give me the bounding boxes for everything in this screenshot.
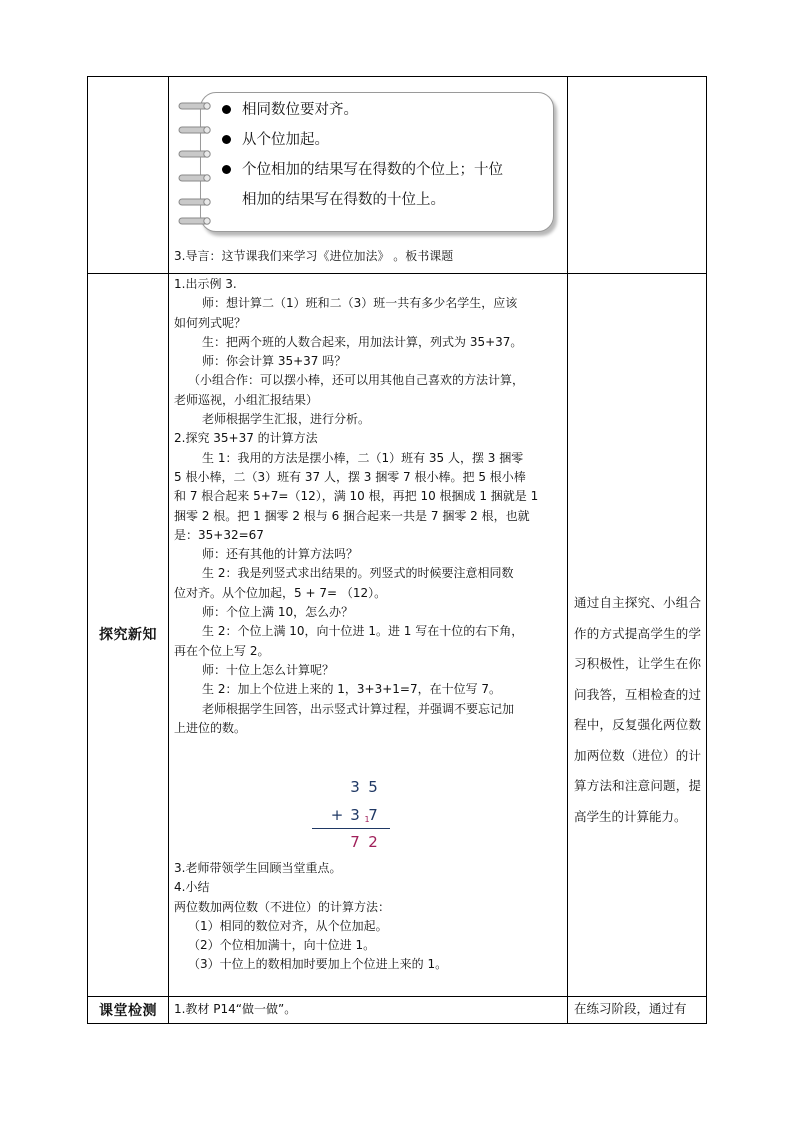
section-label-check: 课堂检测 xyxy=(99,1002,157,1019)
notebook-ring-icon xyxy=(178,149,212,159)
notebook-ring-icon xyxy=(178,216,212,226)
vertical-addition xyxy=(300,775,400,860)
calc-digit: 3 xyxy=(350,778,360,796)
notebook-ring-icon xyxy=(178,197,212,207)
result-digit: 2 xyxy=(368,833,378,851)
notebook-ring-icon xyxy=(178,173,212,183)
key-point-item-continued: 相加的结果写在得数的十位上。 xyxy=(242,192,445,208)
key-point-item: 从个位加起。 xyxy=(222,125,550,155)
design-intent-note: 通过自主探究、小组合作的方式提高学生的学习积极性，让学生在你问我答，互相检查的过程中，反复强化两位数加两位数（进位）的计算方法和注意问题，提高学生的计算能力。 xyxy=(574,595,701,824)
calc-digit: 5 xyxy=(368,778,378,796)
row-divider xyxy=(88,273,706,274)
key-points-list xyxy=(222,95,550,215)
notebook-ring-icon xyxy=(178,125,212,135)
bullet-icon xyxy=(222,165,231,174)
calc-digit: 7 xyxy=(368,806,378,824)
intro-text: 3.导言：这节课我们来学习《进位加法》 。板书课题 xyxy=(174,249,454,263)
key-point-item: 个位相加的结果写在得数的个位上；十位 xyxy=(222,155,550,185)
bullet-icon xyxy=(222,135,231,144)
section-label-explore: 探究新知 xyxy=(99,627,157,643)
result-digit: 7 xyxy=(350,833,360,851)
check-content: 1.教材 P14“做一做”。 xyxy=(174,1002,297,1016)
check-note: 在练习阶段，通过有 xyxy=(574,1001,687,1016)
calc-digit: 3 xyxy=(350,806,360,824)
summary-content: 3.老师带领学生回顾当堂重点。 4.小结 两位数加两位数（不进位）的计算方法： （1）相同的数位对齐，从个位加起。 （2）个位相加满十，向十位进 1。 （3）十位上的数相加时要加上个位进上来的 1。 xyxy=(174,861,448,972)
row-divider xyxy=(88,996,706,997)
plus-sign: + xyxy=(330,806,344,824)
key-point-item: 相同数位要对齐。 xyxy=(222,95,550,125)
carry-digit: 1 xyxy=(364,815,370,824)
notebook-ring-icon xyxy=(178,101,212,111)
bullet-icon xyxy=(222,105,231,114)
column-divider xyxy=(168,77,169,1023)
sum-line xyxy=(312,828,390,829)
column-divider xyxy=(567,77,568,1023)
explore-content: 1.出示例 3. 师：想计算二（1）班和二（3）班一共有多少名学生，应该 如何列式呢？ 生：把两个班的人数合起来，用加法计算，列式为 35+37。 师：你会计算 35+37 吗？ （小组合作：可以摆小棒，还可以用其他自己喜欢的方法计算， 老师巡视，小组汇报结果） 老师根据学生汇报，进行分析。 2.探究 35+37 的计算方法 生 1：我用的方法是摆小棒，二（1）班有 35 人，摆 3 捆零 5 根小棒，二（3）班有 37 人，摆 3 捆零 7 根小棒。把 5 根小棒 和 7 根合起来 5+7=（12），满 10 根，再把 10 根捆成 1 捆就是 1 捆零 2 根。把 1 捆零 2 根与 6 捆合起来一共是 7 捆零 2 根，也就 是：35+32=67 师：还有其他的计算方法吗？ 生 2：我是列竖式求出结果的。列竖式的时候要注意相同数 位对齐。从个位加起，5 + 7= （12）。 师：个位上满 10，怎么办？ 生 2：个位上满 10，向十位进 1。进 1 写在十位的右下角， 再在个位上写 2。 师：十位上怎么计算呢？ 生 2：加上个位进上来的 1，3+3+1=7，在十位写 7。 老师根据学生回答，出示竖式计算过程，并强调不要忘记加 上进位的数。 xyxy=(174,277,539,735)
